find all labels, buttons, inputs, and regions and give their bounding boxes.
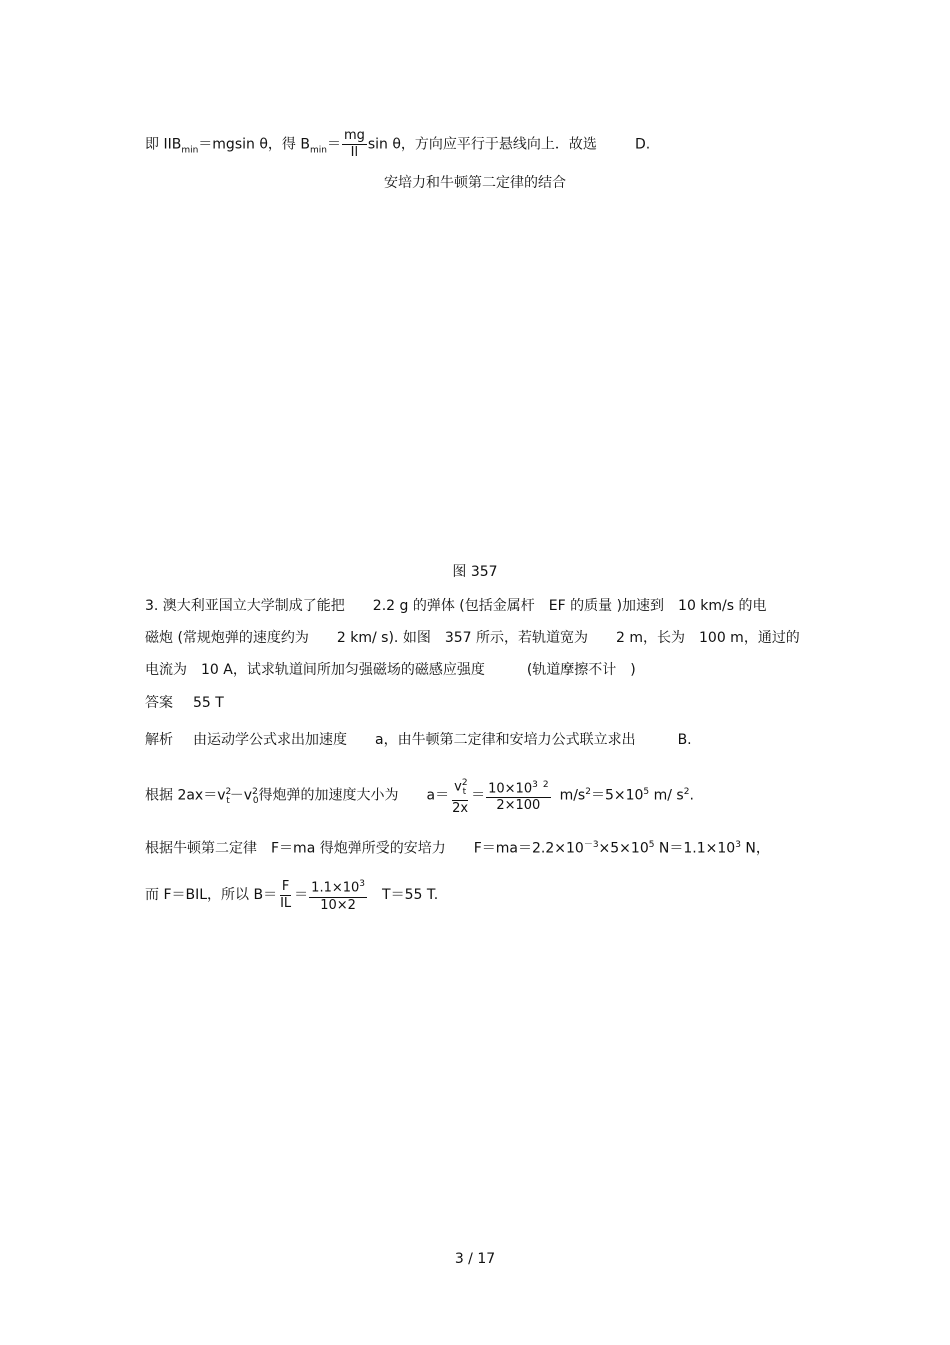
answer-label: 答案	[145, 695, 173, 711]
equation-magnetic-field: 而 F＝BIL，所以 B＝ $\frac{F}{IL}$ ＝ $\frac{1.1\times 10^3}{10\times 2}$ T＝55 T.	[145, 875, 438, 915]
question-line-3: 电流为 10 A，试求轨道间所加匀强磁场的磁感应强度 (轨道摩擦不计 )	[145, 662, 636, 678]
page-number: 3 / 17	[454, 1251, 496, 1267]
fraction-vt2-over-2x: $\frac{v^2_t}{2x}$	[450, 775, 470, 817]
analysis-label: 解析	[145, 732, 173, 748]
equation-ampere-force: 根据牛顿第二定律 F＝ma 得炮弹所受的安培力 $F=ma=2.2\times 10^{-3}\times 5\times 10^5$ $N=1.1\times 10^3$ N，	[145, 840, 770, 857]
equation-acceleration: 根据 $2ax=v^2_t-v^2_0$得炮弹的加速度大小为 a＝ $\frac{v^2_t}{2x}$ ＝ $\frac{10\times 10^3 ^2}{2\times 100}$ $m/s^2=5\times 10^5$ m/ $s^2$.	[145, 772, 694, 821]
figure-caption: 图 357	[452, 564, 498, 580]
fraction-f-over-il: $\frac{F}{IL}$	[280, 878, 292, 911]
analysis-line: 解析 由运动学公式求出加速度 a，由牛顿第二定律和安培力公式联立求出 B.	[145, 732, 692, 748]
question-line-2: 磁炮 (常规炮弹的速度约为 2 km/ s). 如图 357 所示，若轨道宽为 2 m，长为 100 m，通过的	[145, 630, 800, 646]
answer-line	[145, 693, 224, 713]
fraction-force-over-current-length: $\frac{1.1\times 10^3}{10\times 2}$	[309, 876, 367, 913]
answer-choice: D.	[634, 136, 651, 153]
question-line-1: 3. 澳大利亚国立大学制成了能把 2.2 g 的弹体 (包括金属杆 EF 的质量 )加速到 10 km/s 的电	[145, 598, 767, 614]
answer-value: 55 T	[193, 695, 224, 711]
solution-line-1: 即 $IIB_{min}=mgsin$ θ，得 $B_{min}=$ $\frac{mg}{Il}$ sin θ，方向应平行于悬线向上．故选 D.	[145, 128, 651, 160]
fraction-mg-over-il: $\frac{mg}{Il}$	[343, 128, 365, 160]
fraction-velocity-over-length: $\frac{10\times 10^3 ^2}{2\times 100}$	[486, 777, 550, 814]
section-title: 安培力和牛顿第二定律的结合	[384, 175, 566, 191]
